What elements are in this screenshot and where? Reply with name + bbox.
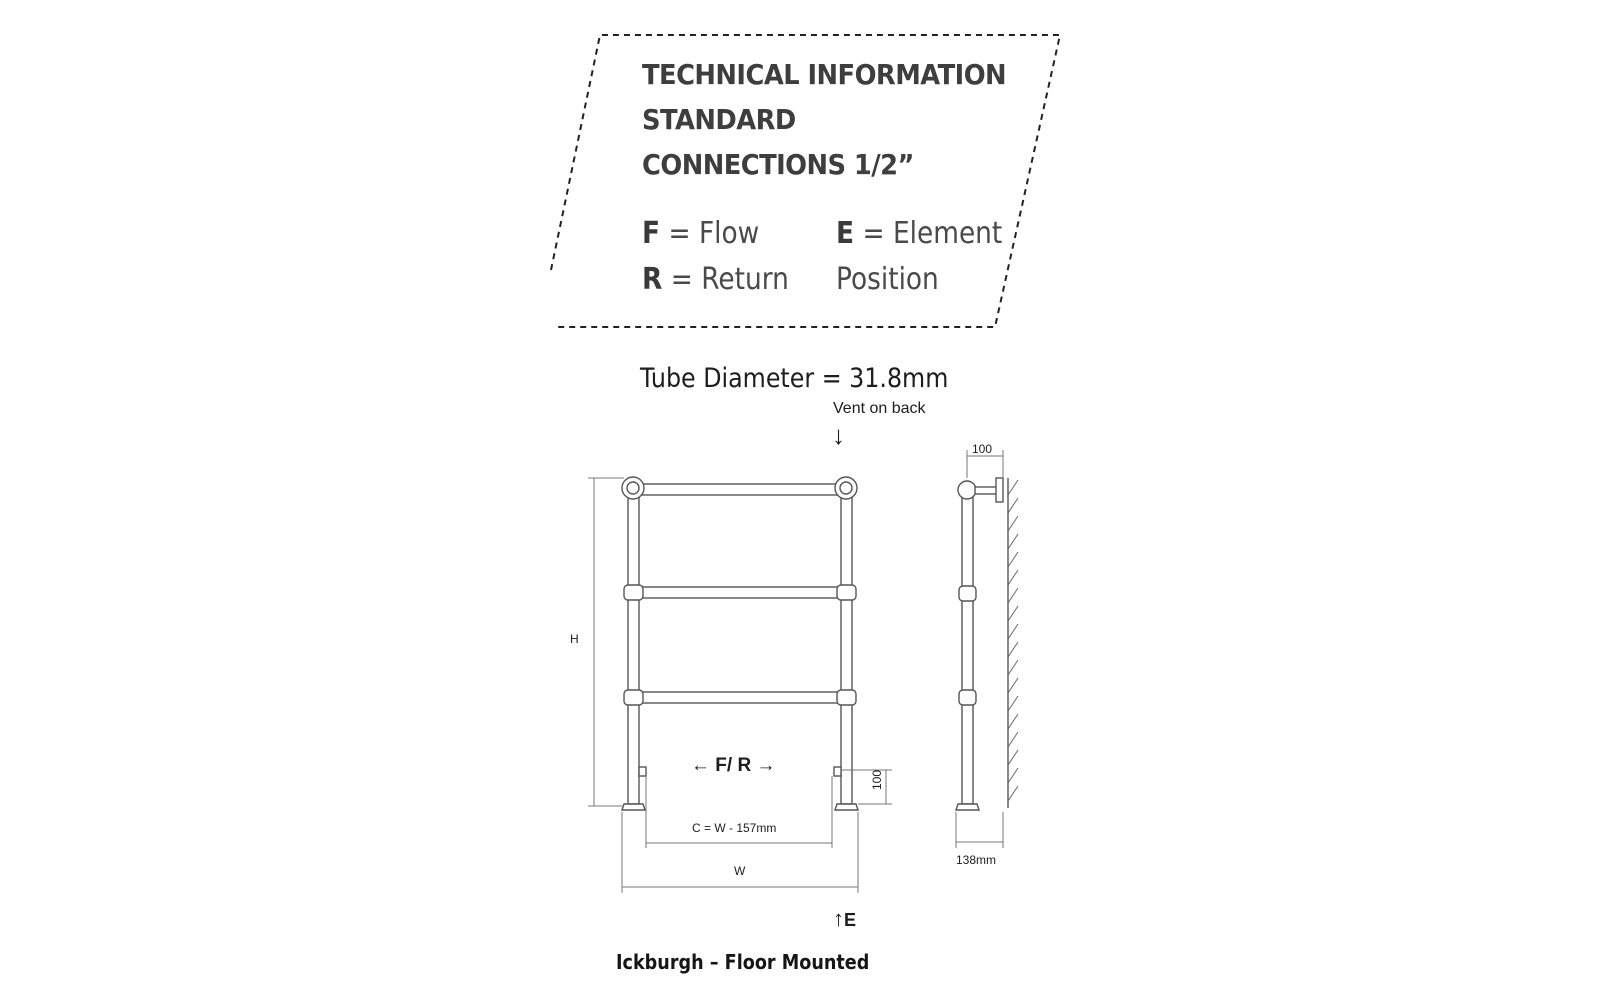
element-position-marker <box>833 906 856 932</box>
product-caption: Ickburgh – Floor Mounted <box>616 950 870 974</box>
wall-hatching <box>1008 480 1018 801</box>
return-label: Return <box>701 262 789 297</box>
left-post <box>628 492 639 804</box>
element-equals: = <box>862 216 885 251</box>
height-dimension <box>588 478 624 806</box>
right-joint-2 <box>837 690 856 705</box>
flow-return-marker <box>691 755 775 777</box>
middle-rail <box>640 587 840 598</box>
return-key: R <box>642 262 663 297</box>
bottom-dimension-label: 100 <box>870 769 884 790</box>
side-foot <box>956 804 979 810</box>
lower-rail <box>640 692 840 703</box>
right-top-finial-inner <box>840 482 852 494</box>
vent-arrow-icon: ↓ <box>832 420 845 450</box>
heading-line-3: CONNECTIONS 1/2” <box>642 148 914 181</box>
top-rail <box>640 484 840 495</box>
side-elevation <box>956 478 1018 810</box>
element-marker-label: E <box>844 910 857 930</box>
side-joint-2 <box>959 690 976 705</box>
element-label: Element <box>892 216 1003 251</box>
left-joint-2 <box>624 690 643 705</box>
element-key: E <box>836 216 855 251</box>
right-foot <box>835 804 858 810</box>
centres-label: C = W - 157mm <box>692 821 777 835</box>
left-top-finial-inner <box>627 482 639 494</box>
left-foot <box>622 804 645 810</box>
side-top-cap <box>958 481 976 499</box>
flow-label: Flow <box>698 216 760 251</box>
flow-equals: = <box>668 216 691 251</box>
width-label: W <box>734 864 746 878</box>
right-arrow-icon: → <box>756 755 776 776</box>
height-label: H <box>570 632 579 646</box>
legend-element-position: Position <box>836 262 939 297</box>
centres-dimension <box>646 776 832 848</box>
wall-bracket-arm <box>975 487 997 494</box>
side-top-dimension-label: 100 <box>972 442 993 456</box>
depth-dimension <box>956 812 1003 848</box>
right-post <box>841 492 852 804</box>
vent-label: Vent on back <box>833 400 926 417</box>
left-joint-1 <box>624 585 643 600</box>
tube-diameter-label: Tube Diameter = 31.8mm <box>640 363 949 394</box>
heading-line-2: STANDARD <box>642 103 796 136</box>
right-joint-1 <box>837 585 856 600</box>
depth-label: 138mm <box>956 853 997 867</box>
flow-return-text: F/ R <box>715 755 752 776</box>
flow-key: F <box>642 216 661 251</box>
return-equals: = <box>670 262 693 297</box>
side-post <box>962 490 973 804</box>
up-arrow-icon: ↑ <box>833 906 844 931</box>
side-joint-1 <box>959 586 976 601</box>
heading-line-1: TECHNICAL INFORMATION <box>642 58 1007 91</box>
wall-bracket-plate <box>996 478 1003 502</box>
left-valve <box>639 767 646 776</box>
right-valve <box>834 767 841 776</box>
left-arrow-icon: ← <box>691 755 710 776</box>
